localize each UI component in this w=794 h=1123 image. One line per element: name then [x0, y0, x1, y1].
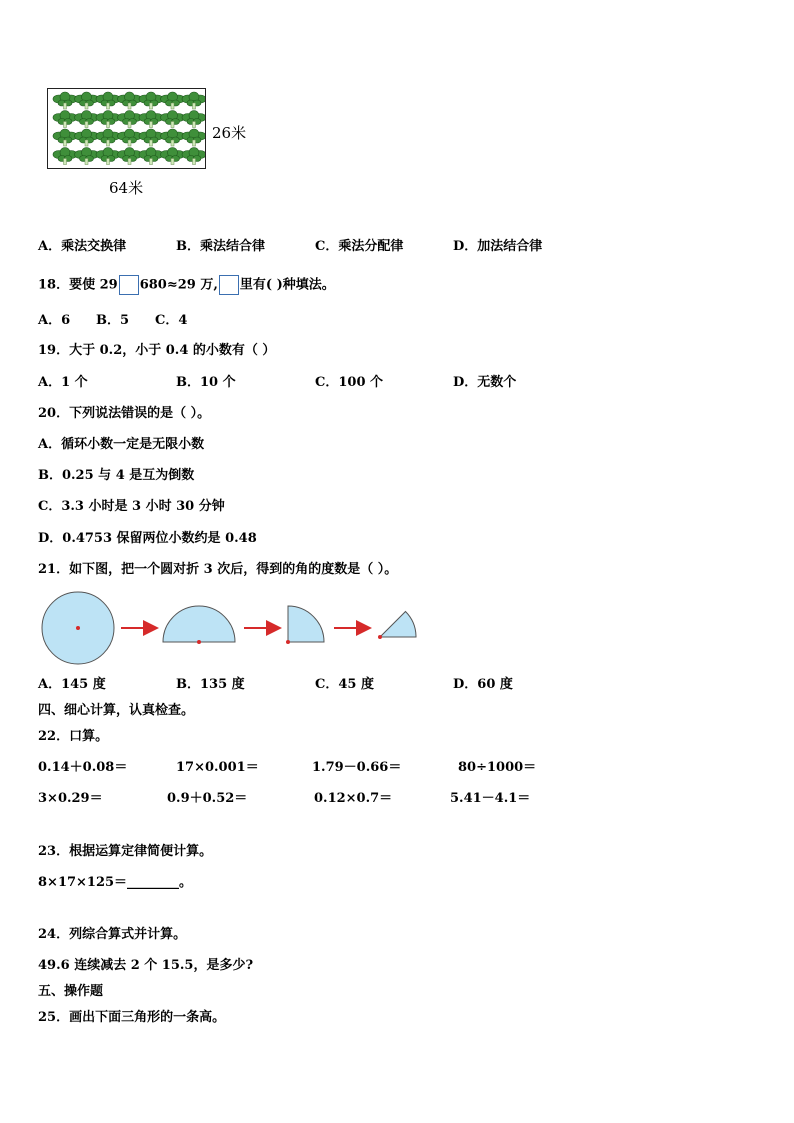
circle-center-dot: [76, 626, 80, 630]
cabbage-icon: [182, 92, 205, 109]
q18-text-c: 里有( )种填法。: [239, 277, 335, 293]
full-circle-shape: [42, 592, 114, 664]
q20-option-d: D．0.4753 保留两位小数约是 0.48: [38, 531, 257, 546]
q18-text-a: 18．要使 29: [38, 277, 118, 293]
cabbage-icon: [118, 92, 142, 109]
q18-question: [38, 275, 335, 295]
eighth-circle-shape: [380, 612, 416, 638]
cabbage-icon: [118, 129, 142, 146]
dim-width-label: 26米: [212, 124, 247, 142]
q22-item-4: 80÷1000＝: [458, 760, 537, 775]
q22-item-5: 3×0.29＝: [38, 791, 103, 806]
q22-item-8: 5.41－4.1＝: [450, 791, 531, 806]
q18-blank-box-2: [219, 275, 239, 295]
quarter-circle-shape: [288, 606, 324, 642]
q24-question: 24．列综合算式并计算。: [38, 927, 187, 942]
section-5-heading: 五、操作题: [38, 984, 104, 999]
q22-item-3: 1.79－0.66＝: [312, 760, 402, 775]
cabbage-icon: [182, 129, 205, 146]
q20-option-a: A．循环小数一定是无限小数: [38, 437, 205, 452]
cabbage-icon: [139, 129, 163, 146]
cabbage-icon: [161, 111, 185, 128]
q19-option-a: A．1 个: [38, 375, 88, 390]
cabbage-icon: [75, 92, 99, 109]
q19-option-c: C．100 个: [315, 375, 384, 390]
q17-option-a: A．乘法交换律: [38, 239, 127, 254]
q18-blank-box-1: [119, 275, 139, 295]
cabbage-icon: [53, 148, 77, 165]
cabbage-icon: [53, 111, 77, 128]
q22-item-6: 0.9＋0.52＝: [167, 791, 248, 806]
q17-option-d: D．加法结合律: [453, 239, 543, 254]
q21-option-b: B．135 度: [176, 677, 245, 692]
q23-expression: 8×17×125＝________。: [38, 875, 193, 890]
q22-question: 22．口算。: [38, 729, 109, 744]
q18-option-a: A．6: [38, 313, 71, 328]
q23-question: 23．根据运算定律简便计算。: [38, 844, 213, 859]
q17-option-b: B．乘法结合律: [176, 239, 265, 254]
q22-item-2: 17×0.001＝: [176, 760, 259, 775]
q21-question: 21．如下图，把一个圆对折 3 次后，得到的角的度数是（ ）。: [38, 562, 398, 577]
q18-option-b: B．5: [96, 313, 130, 328]
half-circle-center-dot: [197, 640, 201, 644]
cabbage-icon: [53, 92, 77, 109]
section-4-heading: 四、细心计算，认真检查。: [38, 703, 195, 718]
cabbage-icon: [161, 92, 185, 109]
quarter-circle-center-dot: [286, 640, 290, 644]
cabbage-field-figure: [47, 88, 206, 169]
q21-option-a: A．145 度: [38, 677, 106, 692]
cabbage-icon: [75, 148, 99, 165]
cabbage-icon: [96, 92, 120, 109]
q22-item-1: 0.14＋0.08＝: [38, 760, 128, 775]
q22-item-7: 0.12×0.7＝: [314, 791, 393, 806]
cabbage-icon: [182, 111, 205, 128]
cabbage-icon: [75, 129, 99, 146]
q19-question: 19．大于 0.2，小于 0.4 的小数有（ ）: [38, 343, 276, 358]
cabbage-icon: [139, 92, 163, 109]
cabbage-icon: [161, 129, 185, 146]
cabbage-icon: [96, 129, 120, 146]
cabbage-grid: [48, 89, 205, 168]
q20-option-c: C．3.3 小时是 3 小时 30 分钟: [38, 499, 225, 514]
q20-question: 20．下列说法错误的是（ ）。: [38, 406, 211, 421]
cabbage-icon: [139, 148, 163, 165]
cabbage-icon: [118, 148, 142, 165]
cabbage-icon: [182, 148, 205, 165]
q19-option-b: B．10 个: [176, 375, 236, 390]
q25-question: 25．画出下面三角形的一条高。: [38, 1010, 226, 1025]
q20-option-b: B．0.25 与 4 是互为倒数: [38, 468, 195, 483]
cabbage-icon: [75, 111, 99, 128]
cabbage-icon: [139, 111, 163, 128]
q21-option-c: C．45 度: [315, 677, 374, 692]
cabbage-icon: [53, 129, 77, 146]
eighth-circle-center-dot: [378, 635, 382, 639]
cabbage-icon: [118, 111, 142, 128]
half-circle-shape: [163, 606, 235, 642]
q21-option-d: D．60 度: [453, 677, 513, 692]
q18-text-b: 680≈29 万,: [139, 277, 218, 293]
q18-option-c: C．4: [155, 313, 188, 328]
dim-length-label: 64米: [109, 179, 144, 197]
cabbage-icon: [161, 148, 185, 165]
cabbage-icon: [96, 148, 120, 165]
cabbage-icon: [96, 111, 120, 128]
q17-option-c: C．乘法分配律: [315, 239, 404, 254]
q19-option-d: D．无数个: [453, 375, 517, 390]
q24-subquestion: 49.6 连续减去 2 个 15.5，是多少?: [38, 958, 254, 973]
